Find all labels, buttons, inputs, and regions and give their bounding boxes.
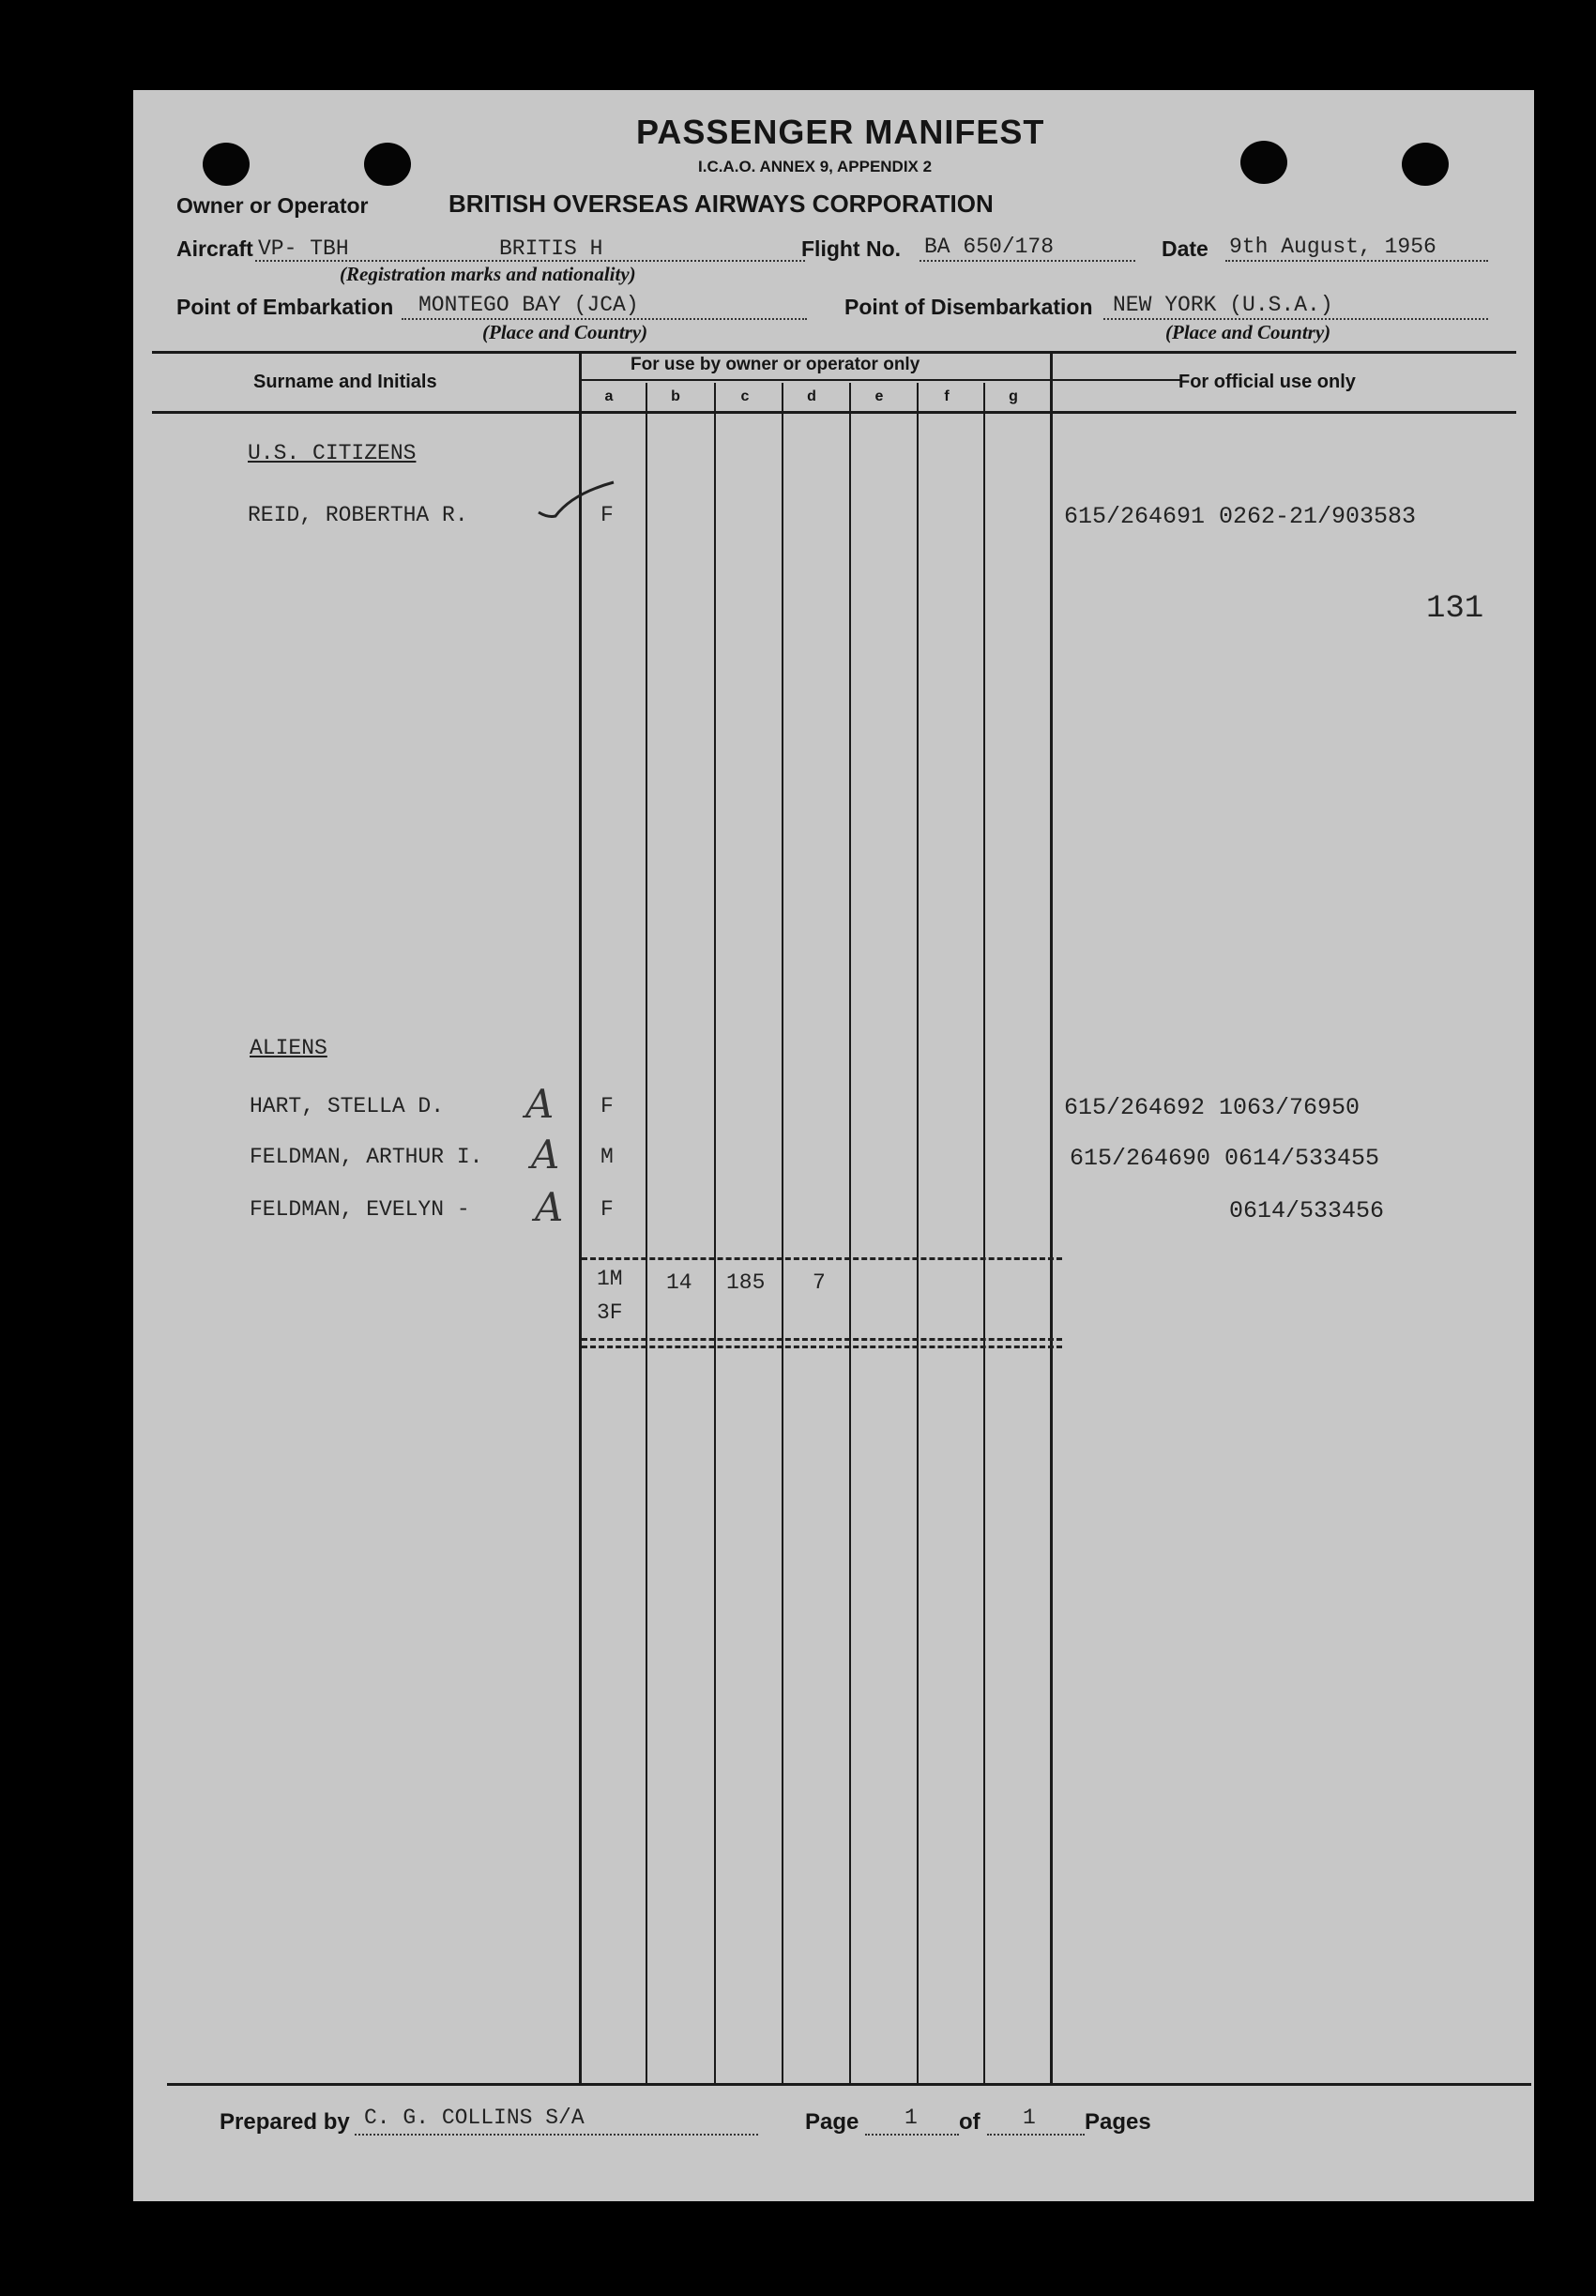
manifest-sheet — [133, 90, 1534, 2201]
flight-label: Flight No. — [801, 236, 902, 261]
column-c-letter: c — [740, 388, 750, 404]
passenger-mark: A — [535, 1184, 564, 1230]
surname-column-header: Surname and Initials — [253, 372, 437, 392]
owner-use-rule — [582, 379, 1180, 381]
punch-hole — [1240, 141, 1287, 184]
column-b-letter: b — [671, 388, 680, 404]
aircraft-type: BRITIS H — [499, 236, 603, 261]
embarkation-value: MONTEGO BAY (JCA) — [418, 293, 639, 317]
page-label: Page — [805, 2109, 859, 2135]
page-dotted-line — [865, 2134, 959, 2136]
passenger-name: HART, STELLA D. — [250, 1094, 445, 1118]
total-d: 7 — [813, 1270, 826, 1295]
disembarkation-label: Point of Disembarkation — [844, 295, 1093, 319]
column-g-letter: g — [1009, 388, 1018, 404]
column-divider — [714, 383, 716, 2083]
passenger-official: 615/264691 0262-21/903583 — [1064, 503, 1417, 530]
column-divider — [983, 383, 985, 2083]
column-divider — [782, 383, 783, 2083]
owner-use-header: For use by owner or operator only — [631, 355, 920, 374]
disembarkation-note: (Place and Country) — [1165, 321, 1331, 343]
column-divider — [917, 383, 919, 2083]
totals-bottom-rule — [582, 1346, 1062, 1348]
form-title: PASSENGER MANIFEST — [636, 113, 1045, 151]
aircraft-label: Aircraft — [176, 236, 253, 261]
pages-label: Pages — [1085, 2109, 1151, 2135]
column-d-letter: d — [807, 388, 816, 404]
passenger-mark: A — [525, 1081, 555, 1127]
registration-note: (Registration marks and nationality) — [340, 263, 636, 285]
passenger-col-a: F — [600, 1197, 614, 1222]
prepared-by-dotted-line — [355, 2134, 758, 2136]
form-subtitle: I.C.A.O. ANNEX 9, APPENDIX 2 — [698, 158, 933, 175]
flight-value: BA 650/178 — [924, 235, 1055, 259]
footer-top-rule — [167, 2083, 1531, 2086]
flight-dotted-line — [920, 260, 1135, 262]
disembarkation-value: NEW YORK (U.S.A.) — [1113, 293, 1333, 317]
of-value: 1 — [1023, 2106, 1036, 2130]
column-f-letter: f — [944, 388, 950, 404]
embarkation-label: Point of Embarkation — [176, 295, 394, 319]
embarkation-dotted-line — [402, 318, 807, 320]
punch-hole — [364, 143, 411, 186]
owner-value: BRITISH OVERSEAS AIRWAYS CORPORATION — [448, 190, 994, 218]
page-value: 1 — [904, 2106, 918, 2130]
embarkation-note: (Place and Country) — [482, 321, 648, 343]
passenger-name: FELDMAN, EVELYN - — [250, 1197, 470, 1222]
passenger-official: 615/264690 0614/533455 — [1070, 1145, 1380, 1172]
of-label: of — [959, 2109, 980, 2135]
passenger-name: REID, ROBERTHA R. — [248, 503, 468, 527]
date-dotted-line — [1225, 260, 1488, 262]
passenger-col-a: F — [600, 1094, 614, 1118]
column-divider — [646, 383, 647, 2083]
punch-hole — [1402, 143, 1449, 186]
date-label: Date — [1162, 236, 1208, 261]
passenger-name: FELDMAN, ARTHUR I. — [250, 1145, 483, 1169]
aircraft-value: VP- TBH — [258, 236, 349, 261]
total-a-line1: 1M — [597, 1267, 623, 1291]
header-bottom-rule — [152, 411, 1516, 414]
passenger-official: 615/264692 1063/76950 — [1064, 1094, 1360, 1121]
section-aliens: ALIENS — [250, 1036, 327, 1060]
owner-label: Owner or Operator — [176, 193, 369, 218]
punch-hole — [203, 143, 250, 186]
totals-bottom-rule — [582, 1338, 1062, 1341]
page-number-stamp: 131 — [1426, 591, 1484, 627]
prepared-by-label: Prepared by — [220, 2109, 350, 2135]
column-a-letter: a — [604, 388, 614, 404]
total-b: 14 — [666, 1270, 692, 1295]
column-divider — [579, 351, 582, 2083]
of-dotted-line — [987, 2134, 1085, 2136]
column-divider — [849, 383, 851, 2083]
disembarkation-dotted-line — [1103, 318, 1488, 320]
passenger-mark: A — [531, 1132, 560, 1178]
passenger-official: 0614/533456 — [1229, 1197, 1385, 1224]
section-us-citizens: U.S. CITIZENS — [248, 441, 417, 465]
passenger-col-a: F — [600, 503, 614, 527]
official-use-header: For official use only — [1178, 372, 1356, 392]
total-c: 185 — [726, 1270, 766, 1295]
column-divider — [1050, 351, 1053, 2083]
table-top-rule — [152, 351, 1516, 354]
total-a-line2: 3F — [597, 1300, 623, 1325]
passenger-col-a: M — [600, 1145, 614, 1169]
date-value: 9th August, 1956 — [1229, 235, 1436, 259]
prepared-by-value: C. G. COLLINS S/A — [364, 2106, 585, 2130]
column-e-letter: e — [874, 388, 884, 404]
totals-top-rule — [582, 1257, 1062, 1260]
